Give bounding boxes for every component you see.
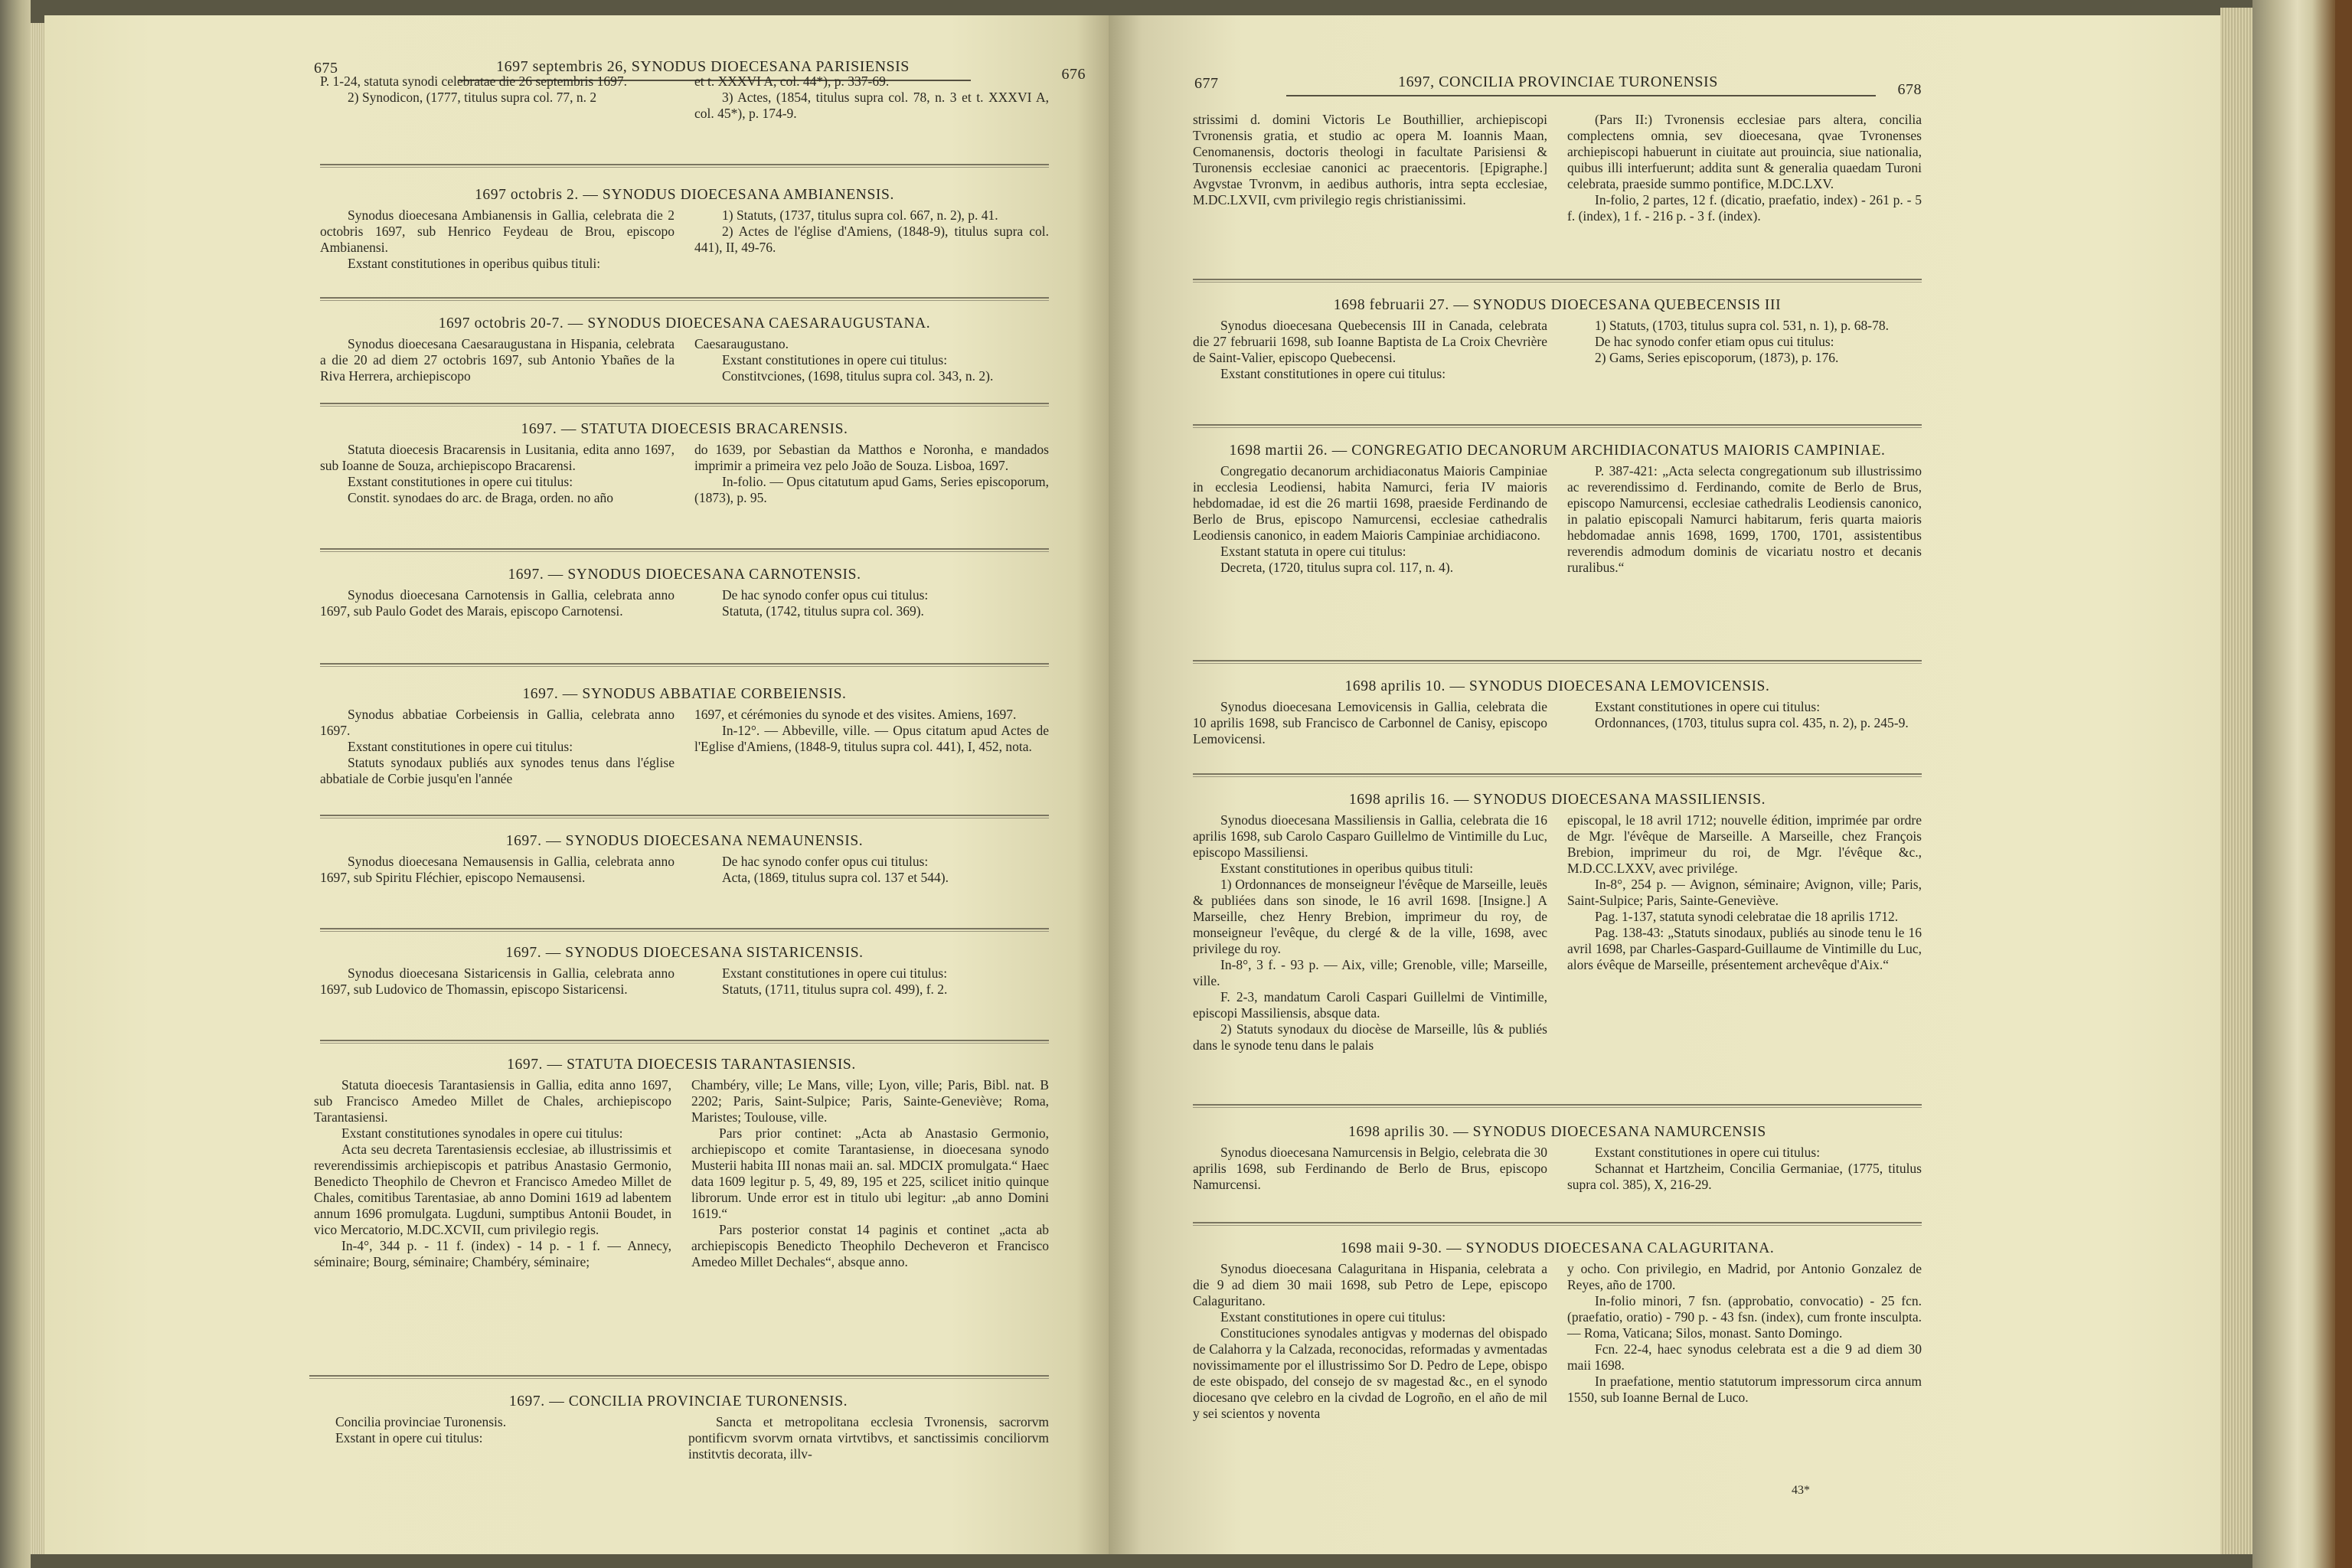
entry-tarantasiensis <box>314 1057 1049 1270</box>
text-line: Synodus dioecesana Carnotensis in Gallia, celebrata anno 1697, sub Paulo Godet des Marais, episcopo Carnotensi. <box>320 587 675 619</box>
text-line: Acta, (1869, titulus supra col. 137 et 544). <box>722 870 949 885</box>
separator <box>1193 1104 1922 1106</box>
text-line: Pag. 1-137, statuta synodi celebratae die 18 aprilis 1712. <box>1595 909 1899 924</box>
text-line: Exstant constitutiones in opere cui titulus: <box>348 739 573 754</box>
entry-top-continuation <box>1193 112 1922 224</box>
separator <box>320 297 1049 299</box>
text-line: do 1639, por Sebastian da Matthos e Noronha, e mandados imprimir a primeira vez pelo João de Souza. Lisboa, 1697. <box>694 442 1049 473</box>
page-stack-right <box>2220 8 2252 1554</box>
text-line: Sancta et metropolitana ecclesia Tvronensis, sacrorvm pontificvm svorvm ornata virtvtibvs, et sanctissimis conciliorvm institvtis decorata, illv- <box>688 1414 1049 1462</box>
text-line: Exstant constitutiones in opere cui titulus: <box>1595 1145 1821 1160</box>
separator <box>1193 424 1922 426</box>
entry-sistaricensis <box>320 945 1049 998</box>
text-line: 2) Synodicon, (1777, titulus supra col. 77, n. 2 <box>348 90 597 105</box>
text-line: In-8°, 3 f. - 93 p. — Aix, ville; Grenoble, ville; Marseille, ville. <box>1193 957 1547 988</box>
text-line: y ocho. Con privilegio, en Madrid, por Antonio Gonzalez de Reyes, año de 1700. <box>1567 1261 1922 1292</box>
text-line: Chambéry, ville; Le Mans, ville; Lyon, ville; Paris, Bibl. nat. B 2202; Paris, Saint-Sulpice; Paris, Sainte-Geneviève; Roma, Maristes; Toulouse, ville. <box>691 1077 1049 1125</box>
entry-massiliensis <box>1193 792 1922 1054</box>
text-line: Acta seu decreta Tarentasiensis ecclesiae, ab illustrissimis et reverendissimis archiepiscopis et patribus Anastasio Germonio, Benedicto Theophilo de Chevron et Francisco Amedeo Millet de Chales, comitibus Tarentasiae, ab anno Domini 1619 ad labentem annum 1696 promulgata. Lugduni, sumptibus Antonii Boudet, in vico Mercatorio, M.DC.XCVII, cum privilegio regis. <box>314 1142 671 1237</box>
running-title: 1697 septembris 26, SYNODUS DIOECESANA PARISIENSIS <box>496 58 910 75</box>
text-line: P. 387-421: „Acta selecta congregationum sub illustrissimo ac reverendissimo d. Ferdinando, comite de Berlo de Brus, episcopo Namurcensi, ecclesiae cathedralis Leodiensis canonico, in palatio episcopali Namurci habitarum, feris quarta maioris hebdomadae annis 1698, 1699, 1700, 1701, assistentibus reverendis admodum dominis de vicariatu nostro et decanis ruralibus.“ <box>1567 463 1922 575</box>
text-line: Congregatio decanorum archidiaconatus Maioris Campiniae in ecclesia Leodiensi, habita Namurci, feria IV maioris hebdomadae, id est die 26 martii 1698, praeside Ferdinando de Berlo de Brus, episcopo Namurcensi, ecclesiae cathedralis Leodiensis canonico, in eadem Maioris Campiniae archidiacono. <box>1193 463 1547 543</box>
text-line: Synodus abbatiae Corbeiensis in Gallia, celebrata anno 1697. <box>320 707 675 738</box>
signature-mark: 43* <box>1792 1484 1810 1497</box>
entry-title: 1698 aprilis 10. — SYNODUS DIOECESANA LEMOVICENSIS. <box>1344 678 1770 694</box>
text-line: Exstant statuta in opere cui titulus: <box>1220 544 1406 559</box>
text-line: Pars posterior constat 14 paginis et continet „acta ab archiepiscopis Benedicto Theophilo Decheveron et Francisco Amedeo Millet Dechales“, absque anno. <box>691 1222 1049 1269</box>
entry-campiniae <box>1193 443 1922 576</box>
text-line: Synodus dioecesana Namurcensis in Belgio, celebrata die 30 aprilis 1698, sub Ferdinando de Berlo de Brus, episcopo Namurcensi. <box>1193 1145 1547 1192</box>
entry-title: 1697. — SYNODUS DIOECESANA SISTARICENSIS. <box>505 945 864 961</box>
entry-turonensis <box>308 1393 1049 1462</box>
text-line: Synodus dioecesana Quebecensis III in Canada, celebrata die 27 februarii 1698, sub Ioanne Baptista de La Croix Chevrière de Saint-Valier, episcopo Quebecensi. <box>1193 318 1547 365</box>
separator <box>320 663 1049 665</box>
text-line: Synodus dioecesana Ambianensis in Gallia, celebrata die 2 octobris 1697, sub Henrico Feydeau de Brou, episcopo Ambianensi. <box>320 207 675 255</box>
entry-corbeiensis <box>320 686 1049 787</box>
page-number: 675 <box>314 60 338 77</box>
text-line: 2) Actes de l'église d'Amiens, (1848-9), titulus supra col. 441), II, 49-76. <box>694 224 1049 255</box>
text-line: 1) Statuts, (1737, titulus supra col. 667, n. 2), p. 41. <box>722 207 998 223</box>
text-line: Constit. synodaes do arc. de Braga, orden. no año <box>348 490 614 505</box>
text-line: Constituciones synodales antigvas y modernas del obispado de Calahorra y la Calzada, reconocidas, reformadas y avmentadas novissimamente por el illustrissimo Sor D. Pedro de Lepe, obispo de este obispado, del consejo de sv magestad &c., en el synodo diocesano qve celebro en la civdad de Logroño, en el año de mil y sei scientos y noventa <box>1193 1325 1547 1421</box>
running-title: 1697, CONCILIA PROVINCIAE TURONENSIS <box>1398 74 1718 90</box>
entry-title: 1697. — STATUTA DIOECESIS TARANTASIENSIS. <box>507 1057 856 1073</box>
text-line: Pag. 138-43: „Statuts sinodaux, publiés au sinode tenu le 16 avril 1698, par Charles-Gaspard-Guillaume de Vintimille du Luc, alors évêque de Marseille, présentement archevêque d'Aix.“ <box>1567 925 1922 972</box>
book-edge-left <box>0 0 31 1568</box>
separator <box>320 1040 1049 1041</box>
text-line: Exstant in opere cui titulus: <box>335 1430 483 1446</box>
separator <box>309 1375 1049 1377</box>
text-line: Pars prior continet: „Acta ab Anastasio Germonio, archiepiscopo et comite Tarantasiense, in dioecesana synodo Musterii habita III nonas maii an. sal. MDCIX promulgata.“ Haec data 1609 legitur p. 5, 49, 89, 195 et 225, scilicet initio quinque librorum. Unde error est in titulo ubi legitur: „ab anno Domini 1619.“ <box>691 1125 1049 1221</box>
text-line: Schannat et Hartzheim, Concilia Germaniae, (1775, titulus supra col. 385), X, 216-29. <box>1567 1161 1922 1192</box>
entry-caesaraugustana <box>320 315 1049 384</box>
separator <box>320 548 1049 550</box>
page-number: 677 <box>1194 75 1219 92</box>
text-line: (Pars II:) Tvronensis ecclesiae pars altera, concilia complectens omnia, sev dioecesana, qvae Tvronenses archiepiscopi habuerunt in ciuitate aut prouincia, siue nationalia, quibus illi interfuerunt; addita sunt & generalia quaedam Turoni celebrata, praeside summo pontifice, M.DC.LXV. <box>1567 112 1922 191</box>
text-line: Synodus dioecesana Sistaricensis in Gallia, celebrata anno 1697, sub Ludovico de Thomassin, episcopo Sistaricensi. <box>320 965 675 997</box>
text-line: Synodus dioecesana Caesaraugustana in Hispania, celebrata a die 20 ad diem 27 octobris 1697, sub Antonio Ybañes de la Riva Herrera, archiepiscopo <box>320 336 675 384</box>
page-stack-left <box>31 23 44 1554</box>
entry-title: 1698 martii 26. — CONGREGATIO DECANORUM ARCHIDIACONATUS MAIORIS CAMPINIAE. <box>1229 443 1886 459</box>
text-line: et t. XXXVI A, col. 44*), p. 337-69. <box>694 74 890 89</box>
text-line: In-8°, 254 p. — Avignon, séminaire; Avignon, ville; Paris, Saint-Sulpice; Paris, Sainte-Geneviève. <box>1567 877 1922 908</box>
entry-title: 1697. — SYNODUS DIOECESANA NEMAUNENSIS. <box>505 833 864 849</box>
text-line: 1) Statuts, (1703, titulus supra col. 531, n. 1), p. 68-78. <box>1595 318 1890 333</box>
entry-title: 1697 octobris 2. — SYNODUS DIOECESANA AMBIANENSIS. <box>475 187 894 203</box>
text-line: In-folio minori, 7 fsn. (approbatio, convocatio) - 25 fcn. (praefatio, oratio) - 790 p. - 43 fsn. (index), cum fronte insculpta. — Roma, Vaticana; Silos, monast. Santo Domingo. <box>1567 1293 1922 1341</box>
text-line: Exstant constitutiones synodales in opere cui titulus: <box>341 1125 623 1141</box>
text-line: 1) Ordonnances de monseigneur l'évêque de Marseille, leuës & publiées dans son sinode, le 16 avril 1698. [Insigne.] A Marseille, chez Henry Brebion, imprimeur du roy, de monseigneur l'evêque, du clergé & de la ville, 1698, avec privilege du roy. <box>1193 877 1547 956</box>
separator <box>1193 1222 1922 1223</box>
book-cover-right <box>2252 0 2352 1568</box>
text-line: Exstant constitutiones in opere cui titulus: <box>722 965 948 981</box>
entry-title: 1698 aprilis 16. — SYNODUS DIOECESANA MASSILIENSIS. <box>1348 792 1766 808</box>
entry-carnotensis <box>320 567 1049 619</box>
separator <box>1193 773 1922 775</box>
text-line: Exstant constitutiones in operibus quibus tituli: <box>348 256 601 271</box>
text-line: F. 2-3, mandatum Caroli Caspari Guillelmi de Vintimille, episcopi Massiliensis, absque data. <box>1193 989 1547 1021</box>
text-line: Statuts synodaux publiés aux synodes tenus dans l'église abbatiale de Corbie jusqu'en l'année <box>320 755 675 786</box>
text-line: strissimi d. domini Victoris Le Bouthillier, archiepiscopi Tvronensis gratia, et studio ac opera M. Ioannis Maan, Cenomanensis, doctoris theologi in facultate Parisiensi & Turonensis ecclesiae canonici ac praecentoris. [Epigraphe.] Avgvstae Tvronvm, in aedibus authoris, intra septa ecclesiae, M.DC.LXVII, cvm privilegio regis christianissimi. <box>1193 112 1547 207</box>
text-line: Statuts, (1711, titulus supra col. 499), f. 2. <box>722 982 948 997</box>
text-line: Caesaraugustano. <box>694 336 789 351</box>
separator <box>320 403 1049 404</box>
entry-nemaunensis <box>320 833 1049 886</box>
text-line: Exstant constitutiones in opere cui titulus: <box>722 352 948 368</box>
entry-title: 1698 maii 9-30. — SYNODUS DIOECESANA CALAGURITANA. <box>1340 1240 1775 1256</box>
text-line: Exstant constitutiones in opere cui titulus: <box>348 474 573 489</box>
text-line: Exstant constitutiones in opere cui titulus: <box>1220 1309 1446 1325</box>
text-line: Fcn. 22-4, haec synodus celebrata est a die 9 ad diem 30 maii 1698. <box>1567 1341 1922 1373</box>
text-line: Exstant constitutiones in operibus quibus tituli: <box>1220 861 1474 876</box>
page-number: 678 <box>1897 81 1922 98</box>
text-line: episcopal, le 18 avril 1712; nouvelle édition, imprimée par ordre de Mgr. l'évêque de Marseille. A Marseille, chez François Brebion, imprimeur du roi, de Mgr. l'évêque &c., M.D.CC.LXXV, avec privilége. <box>1567 812 1922 876</box>
text-line: In-4°, 344 p. - 11 f. (index) - 14 p. - 1 f. — Annecy, séminaire; Bourg, séminaire; Chambéry, séminaire; <box>314 1238 671 1269</box>
text-line: Synodus dioecesana Nemausensis in Gallia, celebrata anno 1697, sub Spiritu Fléchier, episcopo Nemausensi. <box>320 854 675 885</box>
text-line: In-folio. — Opus citatutum apud Gams, Series episcoporum, (1873), p. 95. <box>694 474 1049 505</box>
entry-title: 1697 octobris 20-7. — SYNODUS DIOECESANA CAESARAUGUSTANA. <box>438 315 931 332</box>
text-line: Statuta, (1742, titulus supra col. 369). <box>722 603 924 619</box>
entry-title: 1698 aprilis 30. — SYNODUS DIOECESANA NAMURCENSIS <box>1348 1124 1766 1140</box>
text-line: Synodus dioecesana Massiliensis in Gallia, celebrata die 16 aprilis 1698, sub Carolo Casparo Guillelmo de Vintimille du Luc, episcopo Massiliensi. <box>1193 812 1547 860</box>
entry-title: 1697. — SYNODUS ABBATIAE CORBEIENSIS. <box>522 686 847 702</box>
text-line: De hac synodo confer opus cui titulus: <box>722 587 929 603</box>
text-line: Concilia provinciae Turonensis. <box>335 1414 507 1429</box>
entry-title: 1697. — CONCILIA PROVINCIAE TURONENSIS. <box>508 1393 848 1410</box>
text-line: P. 1-24, statuta synodi celebratae die 26 septembris 1697. <box>320 74 627 89</box>
separator <box>1193 660 1922 662</box>
text-line: De hac synodo confer opus cui titulus: <box>722 854 929 869</box>
text-line: 2) Statuts synodaux du diocèse de Marseille, lûs & publiés dans le synode tenu dans le palais <box>1193 1021 1547 1053</box>
entry-quebecensis <box>1193 297 1922 382</box>
text-line: 1697, et cérémonies du synode et des visites. Amiens, 1697. <box>694 707 1017 722</box>
separator <box>320 928 1049 929</box>
text-line: In-folio, 2 partes, 12 f. (dicatio, praefatio, index) - 261 p. - 5 f. (index), 1 f. - 216 p. - 3 f. (index). <box>1567 192 1922 224</box>
separator <box>320 164 1049 165</box>
text-line: In praefatione, mentio statutorum impressorum circa annum 1550, sub Ioanne Bernal de Luco. <box>1567 1374 1922 1405</box>
right-page-header <box>1194 67 1922 98</box>
text-line: In-12°. — Abbeville, ville. — Opus citatum apud Actes de l'Eglise d'Amiens, (1848-9, titulus supra col. 441), I, 452, nota. <box>694 723 1049 754</box>
text-line: Exstant constitutiones in opere cui titulus: <box>1595 699 1821 714</box>
page-number: 676 <box>1061 66 1086 83</box>
text-line: Statuta dioecesis Bracarensis in Lusitania, edita anno 1697, sub Ioanne de Souza, archiepiscopo Bracarensi. <box>320 442 675 473</box>
text-line: 3) Actes, (1854, titulus supra col. 78, n. 3 et t. XXXVI A, col. 45*), p. 174-9. <box>694 90 1049 121</box>
entry-title: 1697. — SYNODUS DIOECESANA CARNOTENSIS. <box>508 567 861 583</box>
entry-bracarensis <box>320 421 1049 506</box>
separator <box>1193 279 1922 280</box>
separator <box>320 815 1049 816</box>
text-line: Ordonnances, (1703, titulus supra col. 435, n. 2), p. 245-9. <box>1595 715 1909 730</box>
entry-top-continuation <box>320 74 1049 122</box>
entry-calaguritana <box>1193 1240 1922 1422</box>
text-line: Constitvciones, (1698, titulus supra col. 343, n. 2). <box>722 368 994 384</box>
text-line: De hac synodo confer etiam opus cui titulus: <box>1595 334 1834 349</box>
text-line: Synodus dioecesana Calaguritana in Hispania, celebrata a die 9 ad diem 30 maii 1698, sub Petro de Lepe, episcopo Calaguritano. <box>1193 1261 1547 1308</box>
entry-ambianensis <box>320 187 1049 272</box>
text-line: 2) Gams, Series episcoporum, (1873), p. 176. <box>1595 350 1839 365</box>
text-line: Synodus dioecesana Lemovicensis in Gallia, celebrata die 10 aprilis 1698, sub Francisco de Carbonnel de Canisy, episcopo Lemovicensi. <box>1193 699 1547 746</box>
entry-title: 1698 februarii 27. — SYNODUS DIOECESANA QUEBECENSIS III <box>1333 297 1782 313</box>
text-line: Statuta dioecesis Tarantasiensis in Gallia, edita anno 1697, sub Francisco Amedeo Millet de Chales, archiepiscopo Tarantasiensi. <box>314 1077 671 1125</box>
entry-lemovicensis <box>1193 678 1922 747</box>
entry-title: 1697. — STATUTA DIOECESIS BRACARENSIS. <box>521 421 848 437</box>
text-line: Decreta, (1720, titulus supra col. 117, n. 4). <box>1220 560 1454 575</box>
text-line: Exstant constitutiones in opere cui titulus: <box>1220 366 1446 381</box>
entry-namurcensis <box>1193 1124 1922 1193</box>
